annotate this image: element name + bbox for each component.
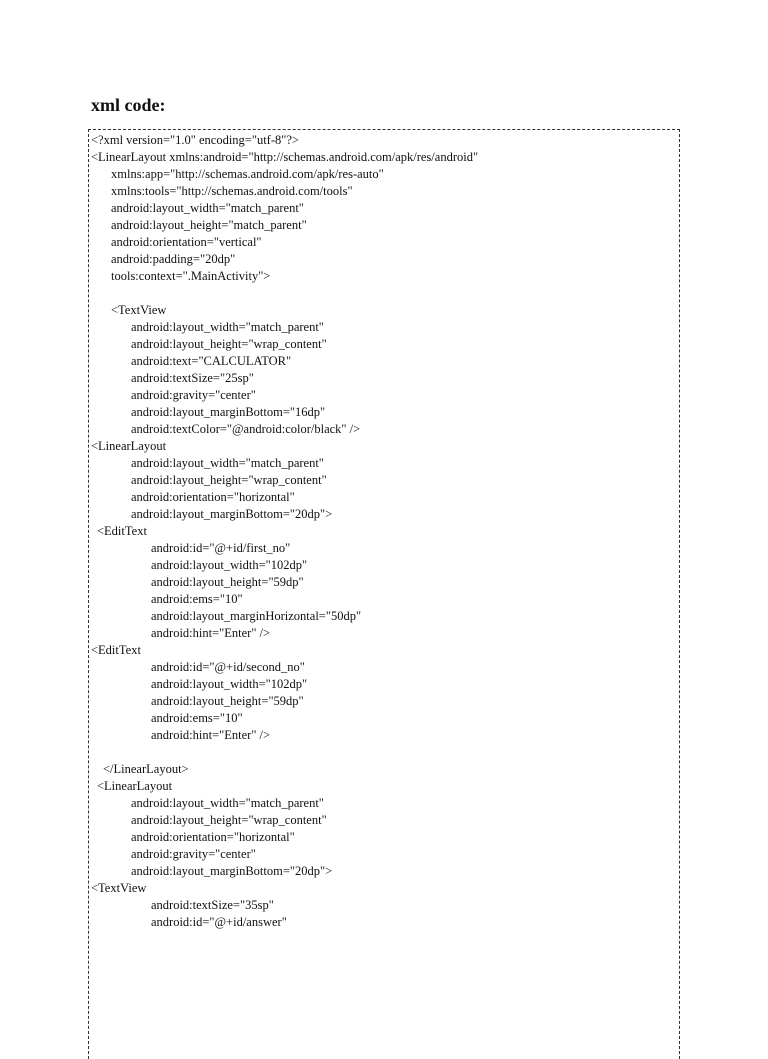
- code-line: tools:context=".MainActivity">: [111, 269, 271, 283]
- code-line: android:layout_width="match_parent": [111, 201, 304, 215]
- code-line: android:layout_marginBottom="20dp">: [131, 507, 333, 521]
- code-line: android:layout_height="wrap_content": [131, 337, 327, 351]
- code-line: android:textColor="@android:color/black" />: [131, 422, 361, 436]
- code-line: android:gravity="center": [131, 388, 256, 402]
- code-line: </LinearLayout>: [103, 762, 189, 776]
- code-line: android:ems="10": [151, 711, 243, 725]
- code-lines: [89, 132, 679, 931]
- code-line: android:layout_height="wrap_content": [131, 473, 327, 487]
- code-line: android:text="CALCULATOR": [131, 354, 292, 368]
- code-line: android:hint="Enter" />: [151, 626, 271, 640]
- code-line: android:orientation="horizontal": [131, 490, 295, 504]
- code-line: android:id="@+id/second_no": [151, 660, 305, 674]
- code-line: android:orientation="vertical": [111, 235, 262, 249]
- code-line: android:layout_height="match_parent": [111, 218, 307, 232]
- code-line: <LinearLayout: [97, 779, 173, 793]
- code-line: <EditText: [97, 524, 147, 538]
- code-line: android:layout_width="match_parent": [131, 456, 324, 470]
- code-line: android:layout_height="59dp": [151, 575, 304, 589]
- code-line: android:textSize="35sp": [151, 898, 274, 912]
- code-line: [89, 744, 679, 761]
- code-line: android:layout_marginBottom="16dp": [131, 405, 326, 419]
- code-line: <LinearLayout: [91, 439, 167, 453]
- code-line: android:ems="10": [151, 592, 243, 606]
- code-line: android:id="@+id/answer": [151, 915, 287, 929]
- code-line: <EditText: [91, 643, 141, 657]
- code-line: android:padding="20dp": [111, 252, 236, 266]
- code-line: xmlns:tools="http://schemas.android.com/tools": [111, 184, 353, 198]
- code-line: <TextView: [111, 303, 167, 317]
- code-line: android:orientation="horizontal": [131, 830, 295, 844]
- code-line: android:layout_height="wrap_content": [131, 813, 327, 827]
- code-line: android:hint="Enter" />: [151, 728, 271, 742]
- code-line: android:layout_width="match_parent": [131, 796, 324, 810]
- code-line: android:layout_width="102dp": [151, 677, 308, 691]
- code-line: android:layout_width="102dp": [151, 558, 308, 572]
- section-heading: xml code:: [91, 95, 166, 115]
- code-line: android:layout_width="match_parent": [131, 320, 324, 334]
- code-line: android:layout_height="59dp": [151, 694, 304, 708]
- code-line: android:layout_marginHorizontal="50dp": [151, 609, 362, 623]
- code-line: <LinearLayout xmlns:android="http://schemas.android.com/apk/res/android": [91, 150, 479, 164]
- code-line: [89, 285, 679, 302]
- code-line: <TextView: [91, 881, 147, 895]
- code-line: android:gravity="center": [131, 847, 256, 861]
- code-block: [88, 129, 680, 1059]
- code-line: xmlns:app="http://schemas.android.com/apk/res-auto": [111, 167, 384, 181]
- code-line: android:id="@+id/first_no": [151, 541, 291, 555]
- code-line: android:textSize="25sp": [131, 371, 254, 385]
- code-line: android:layout_marginBottom="20dp">: [131, 864, 333, 878]
- code-line: <?xml version="1.0" encoding="utf-8"?>: [91, 133, 299, 147]
